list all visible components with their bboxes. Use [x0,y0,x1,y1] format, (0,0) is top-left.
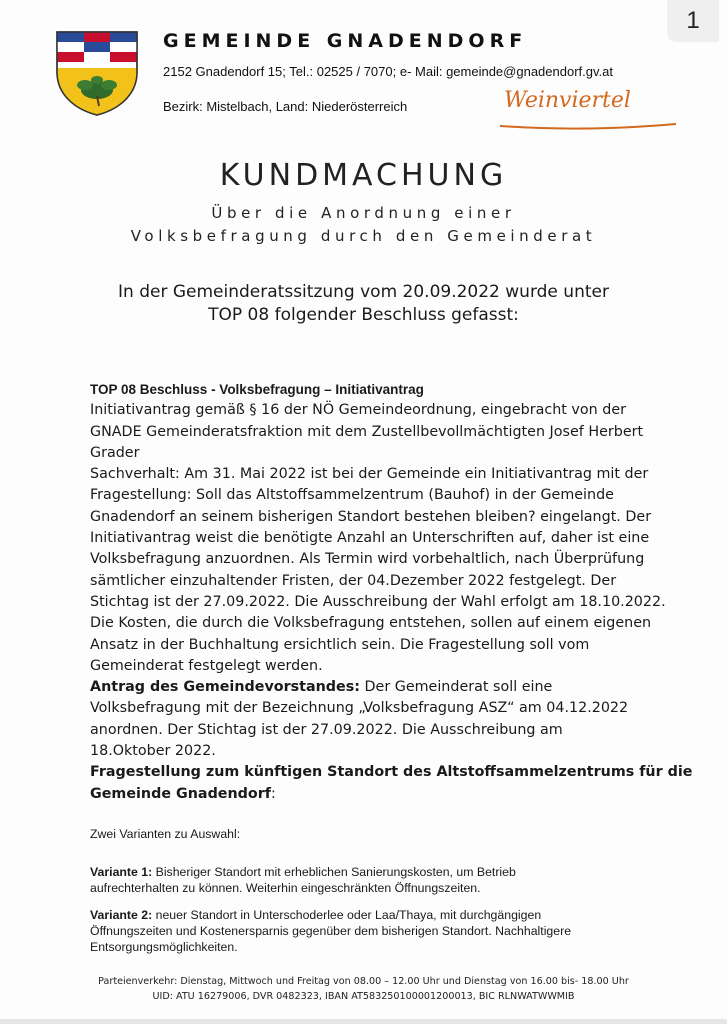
antrag-line: anordnen. Der Stichtag ist der 27.09.2022. Die Ausschreibung am [90,721,563,738]
page-number-badge: 1 [667,0,719,42]
sachverhalt-line: Initiativantrag weist die benötigte Anzahl an Unterschriften auf, daher ist eine [90,530,650,547]
question-line1: Fragestellung zum künftigen Standort des Altstoffsammelzentrums für die [90,764,693,781]
question-colon: : [271,785,276,802]
sachverhalt-line: Sachverhalt: Am 31. Mai 2022 ist bei der Gemeinde ein Initiativantrag mit der [90,466,649,483]
footer-office-hours: Parteienverkehr: Dienstag, Mittwoch und Freitag von 08.00 – 12.00 Uhr und Dienstag von 16.00 bis- 18.00 Uhr [98,976,629,987]
document-subheading-line1: Über die Anordnung einer [211,204,516,222]
sachverhalt-line: Stichtag ist der 27.09.2022. Die Ausschreibung der Wahl erfolgt am 18.10.2022. [90,593,666,610]
sachverhalt-line: Fragestellung: Soll das Altstoffsammelzentrum (Bauhof) in der Gemeinde [90,487,614,504]
variant1-line1: Bisheriger Standort mit erheblichen Sanierungskosten, um Betrieb [152,865,516,879]
antrag-line: 18.Oktober 2022. [90,743,216,760]
document-heading: KUNDMACHUNG [219,158,508,193]
question-line2-wrap [90,784,650,805]
variant-1 [90,864,650,896]
variant2-label: Variante 2: [90,908,153,922]
resolution-body [90,379,693,805]
top-heading: TOP 08 Beschluss - Volksbefragung – Initiativantrag [90,382,424,397]
antrag-line: Volksbefragung mit der Bezeichnung „Volksbefragung ASZ“ am 04.12.2022 [90,700,629,717]
antrag-label: Antrag des Gemeindevorstandes: [90,679,360,696]
sachverhalt-line: Ansatz in der Buchhaltung ersichtlich sein. Die Fragestellung soll vom [90,636,590,653]
initiative-line: Grader [90,444,140,461]
document-subheading-line2: Volksbefragung durch den Gemeinderat [130,227,597,245]
page-bottom-edge [0,1019,727,1024]
variants-intro [90,826,650,842]
sachverhalt-line: Gnadendorf an seinem bisherigen Standort bestehen bleiben? eingelangt. Der [90,508,652,525]
question-line2: Gemeinde Gnadendorf [90,785,272,802]
sachverhalt-line: sämtlicher einzuhaltender Fristen, der 04.Dezember 2022 festgelegt. Der [90,572,617,589]
municipality-title: GEMEINDE GNADENDORF [163,30,528,52]
coat-of-arms-icon [55,30,139,116]
municipality-district: Bezirk: Mistelbach, Land: Niederösterreich [163,99,408,114]
variant-2 [90,907,650,955]
footer-bank-details: UID: ATU 16279006, DVR 0482323, IBAN AT583250100001200013, BIC RLNWATWWMIB [152,991,575,1002]
weinviertel-logo-text: Weinviertel [504,88,631,113]
variant2-line2: Öffnungszeiten und Kostenersparnis gegenüber dem bisherigen Standort. Nachhaltigere [90,924,572,938]
sachverhalt-line: Gemeinderat festgelegt werden. [90,657,323,674]
initiative-line: Initiativantrag gemäß § 16 der NÖ Gemeindeordnung, eingebracht von der [90,402,626,419]
antrag-line [90,677,650,698]
antrag-first: Der Gemeinderat soll eine [359,679,553,696]
sachverhalt-line: Die Kosten, die durch die Volksbefragung entstehen, sollen auf einem eigenen [90,615,652,632]
municipality-address: 2152 Gnadendorf 15; Tel.: 02525 / 7070; e- Mail: gemeinde@gnadendorf.gv.at [163,64,613,79]
initiative-line: GNADE Gemeinderatsfraktion mit dem Zustellbevollmächtigten Josef Herbert [90,423,644,440]
variant1-line2: aufrechterhalten zu können. Weiterhin eingeschränkten Öffnungszeiten. [90,881,481,895]
sachverhalt-line: Volksbefragung anzuordnen. Als Termin wird vorbehaltlich, nach Überprüfung [90,551,645,568]
intro-line2: TOP 08 folgender Beschluss gefasst: [208,305,519,325]
variant2-line1: neuer Standort in Unterschoderlee oder Laa/Thaya, mit durchgängigen [152,908,542,922]
variant1-label: Variante 1: [90,865,153,879]
variants-intro-text: Zwei Varianten zu Auswahl: [90,827,241,841]
variant2-line3: Entsorgungsmöglichkeiten. [90,940,238,954]
intro-line1: In der Gemeinderatssitzung vom 20.09.2022 wurde unter [118,282,609,302]
